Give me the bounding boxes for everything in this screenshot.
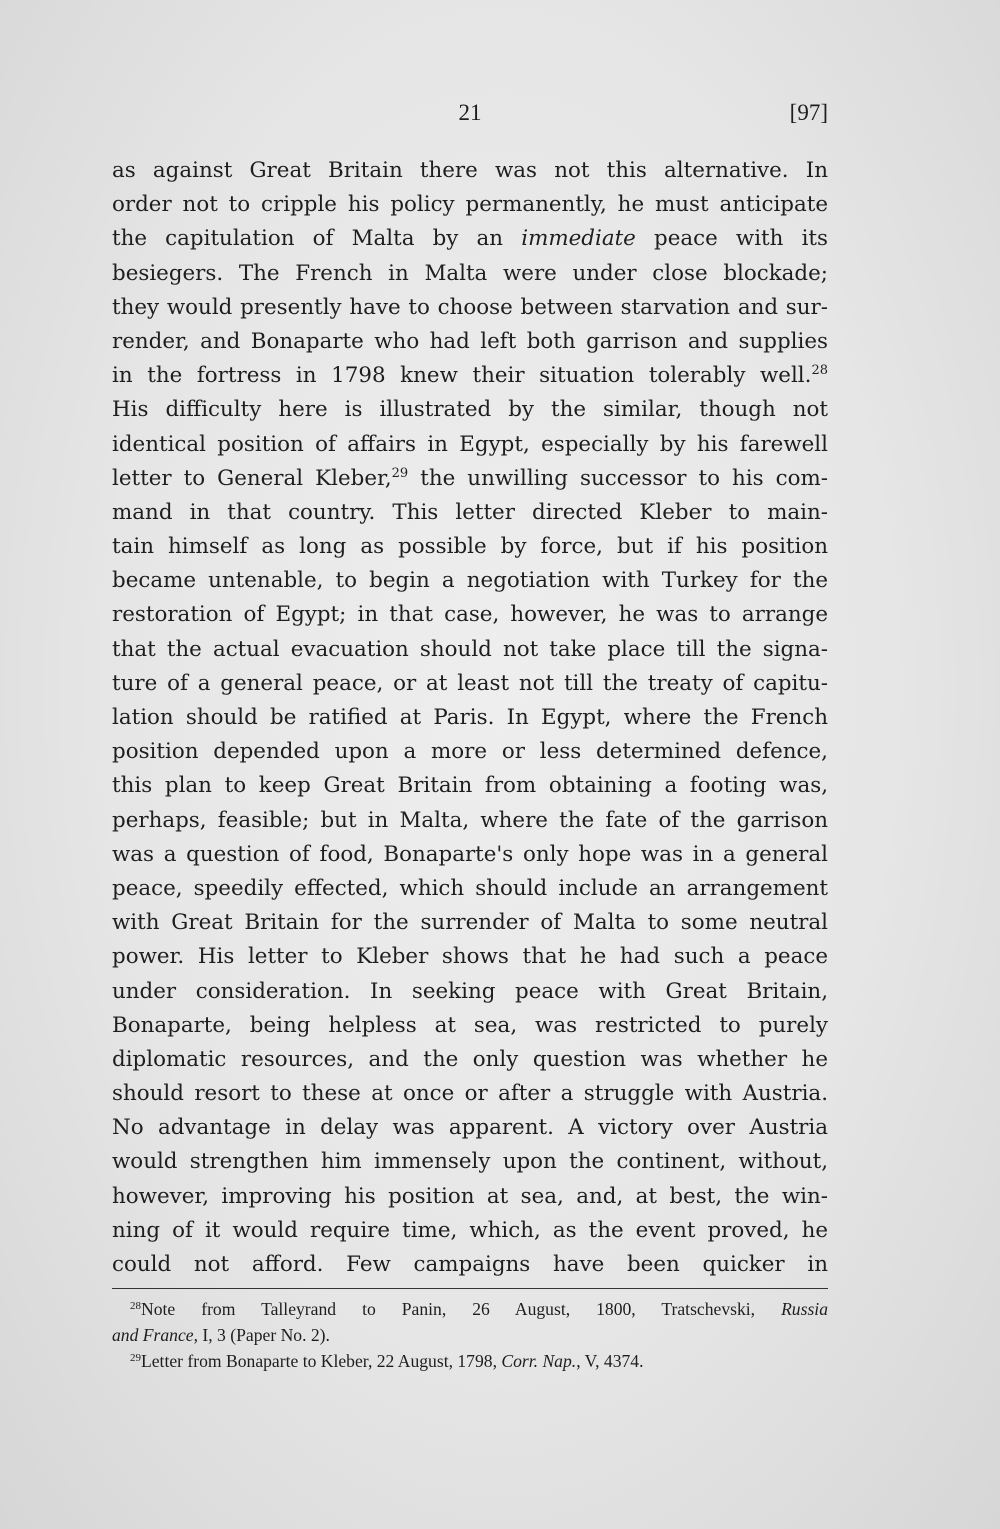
text-segment: the unwilling successor to his com-: [408, 465, 828, 491]
text-line: perhaps, feasible; but in Malta, where the fate of the garrison: [112, 807, 828, 833]
text-line: ture of a general peace, or at least not till the treaty of capitu-: [112, 670, 828, 696]
text-line: with Great Britain for the surrender of Malta to some neutral: [112, 910, 828, 936]
text-line: [112, 222, 828, 256]
footnote-mark: 28: [130, 1300, 141, 1312]
page-number: 21: [458, 100, 482, 125]
text-line: however, improving his position at sea, and, at best, the win-: [112, 1183, 828, 1209]
footnote-line: [112, 1348, 828, 1374]
text-segment: the capitulation of Malta by an: [112, 226, 522, 252]
text-line: No advantage in delay was apparent. A victory over Austria: [112, 1115, 828, 1141]
text-line: Bonaparte, being helpless at sea, was restricted to purely: [112, 1012, 828, 1038]
text-line: could not afford. Few campaigns have been quicker in: [112, 1252, 828, 1277]
text-line: lation should be ratified at Paris. In Egypt, where the French: [112, 705, 828, 730]
text-line: should resort to these at once or after a struggle with Austria.: [112, 1081, 828, 1107]
footnote-divider: [112, 1288, 828, 1289]
page-header: [112, 100, 828, 134]
text-line: would strengthen him immensely upon the continent, without,: [112, 1149, 828, 1175]
italic-word: immediate: [521, 226, 636, 252]
text-line: peace, speedily effected, which should include an arrangement: [112, 875, 828, 901]
text-line: this plan to keep Great Britain from obtaining a footing was,: [112, 773, 828, 799]
body-text: [112, 154, 828, 1282]
text-line: order not to cripple his policy permanently, he must anticipate: [112, 192, 828, 218]
text-line: as against Great Britain there was not this alternative. In: [112, 158, 828, 183]
footnote-29: [112, 1348, 828, 1374]
text-line: was a question of food, Bonaparte's only hope was in a general: [112, 841, 828, 867]
footnote-ref-28[interactable]: 28: [811, 363, 828, 379]
text-line: [112, 359, 828, 393]
text-line: that the actual evacuation should not take place till the signa-: [112, 636, 828, 662]
footnote-text: , V, 4374.: [576, 1351, 644, 1371]
footnote-line: [112, 1296, 828, 1322]
text-line: His difficulty here is illustrated by the similar, though not: [112, 397, 828, 423]
text-line: identical position of affairs in Egypt, especially by his farewell: [112, 431, 828, 457]
text-line: render, and Bonaparte who had left both garrison and supplies: [112, 328, 828, 354]
footnote-text: , I, 3 (Paper No. 2).: [193, 1325, 330, 1345]
footnote-28: [112, 1296, 828, 1348]
text-segment: in the fortress in 1798 knew their situation tolerably well.: [112, 363, 812, 389]
text-segment: peace with its: [635, 226, 828, 252]
text-segment: letter to General Kleber,: [112, 465, 392, 491]
text-line: restoration of Egypt; in that case, however, he was to arrange: [112, 602, 828, 628]
text-line: [112, 462, 828, 496]
footnote-text: Note from Talleyrand to Panin, 26 August, 1800, Tratschevski,: [141, 1299, 782, 1319]
footnote-mark: 29: [130, 1352, 141, 1364]
text-line: diplomatic resources, and the only question was whether he: [112, 1046, 828, 1072]
footnote-line: [112, 1322, 828, 1348]
footnote-italic: Corr. Nap.: [501, 1351, 577, 1371]
text-line: under consideration. In seeking peace with Great Britain,: [112, 978, 828, 1004]
text-line: besiegers. The French in Malta were under close blockade;: [112, 260, 828, 286]
text-line: position depended upon a more or less determined defence,: [112, 739, 828, 765]
original-page-number: [97]: [789, 100, 828, 125]
text-line: mand in that country. This letter directed Kleber to main-: [112, 499, 828, 525]
footnote-ref-29[interactable]: 29: [391, 465, 409, 481]
text-line: power. His letter to Kleber shows that he had such a peace: [112, 944, 828, 970]
text-line: became untenable, to begin a negotiation with Turkey for the: [112, 568, 828, 594]
text-line: tain himself as long as possible by force, but if his position: [112, 534, 828, 560]
footnote-italic: Russia: [781, 1299, 828, 1319]
text-line: they would presently have to choose between starvation and sur-: [112, 294, 828, 320]
footnote-text: Letter from Bonaparte to Kleber, 22 August, 1798,: [141, 1351, 502, 1371]
footnotes: [112, 1296, 828, 1374]
footnote-italic: and France: [112, 1325, 194, 1345]
text-line: ning of it would require time, which, as the event proved, he: [112, 1217, 828, 1243]
